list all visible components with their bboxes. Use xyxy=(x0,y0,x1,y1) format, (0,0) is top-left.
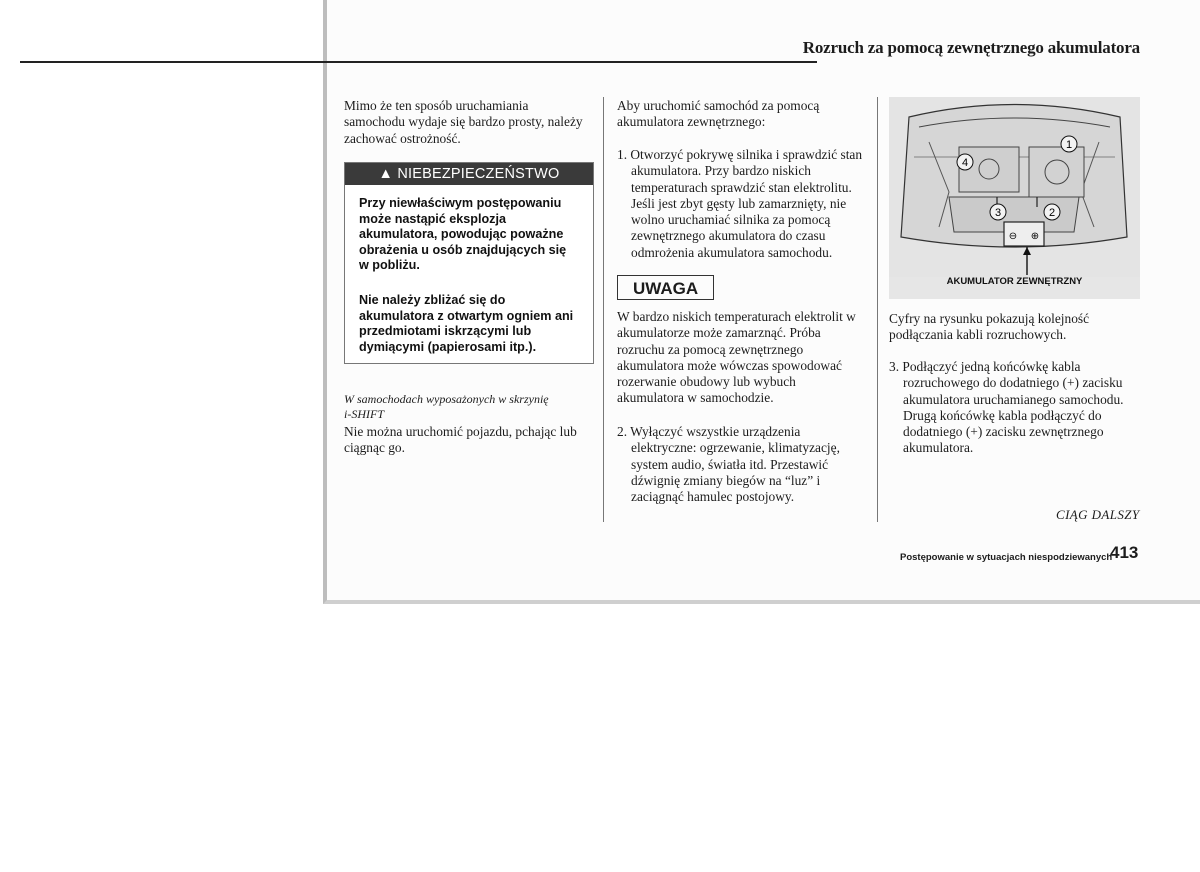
text-line: rozruchu za pomocą zewnętrznego xyxy=(617,341,804,357)
text-line: dodatniego (+) zacisku zewnętrznego xyxy=(903,424,1104,440)
text-line: akumulatora może wówczas spowodować xyxy=(617,357,842,373)
text-line: W bardzo niskich temperaturach elektrolit w xyxy=(617,309,856,324)
figure-number: 1 xyxy=(1065,139,1073,151)
minus-terminal-icon: ⊖ xyxy=(1008,231,1018,242)
text-line: akumulatora. Przy bardzo niskich xyxy=(631,163,811,179)
text-line: 3. Podłączyć jedną końcówkę kabla xyxy=(889,359,1081,374)
notice-label-text: UWAGA xyxy=(633,279,699,298)
text-line: zewnętrznego akumulatora do czasu xyxy=(631,228,826,244)
text-line: odmrożenia akumulatora samochodu. xyxy=(631,244,833,260)
text-line: akumulatora z otwartym ogniem ani xyxy=(359,308,574,323)
text-line: rozerwanie obudowy lub wybuch xyxy=(617,374,796,390)
ishift-note xyxy=(344,424,577,457)
text-line: Jeśli jest zbyt gęsty lub zamarznięty, nie xyxy=(631,195,847,211)
step-1 xyxy=(617,147,862,261)
column-divider xyxy=(877,97,878,522)
continued-label: CIĄG DALSZY xyxy=(1056,507,1140,522)
text-line: Przy niewłaściwym postępowaniu xyxy=(359,196,562,210)
text-line: temperaturach sprawdzić stan elektrolitu. xyxy=(631,179,852,195)
intro-paragraph xyxy=(344,98,583,147)
footer-section: Postępowanie w sytuacjach niespodziewanych xyxy=(900,552,1113,563)
text-line: akumulatora. xyxy=(903,440,974,456)
danger-paragraph xyxy=(359,293,573,355)
page-number: 413 xyxy=(1110,543,1139,562)
text-line: akumulatora zewnętrznego: xyxy=(617,114,766,130)
ishift-note-heading xyxy=(344,392,549,422)
plus-terminal-icon: ⊕ xyxy=(1030,231,1040,242)
title-rule xyxy=(20,61,817,63)
engine-bay-illustration xyxy=(889,97,1140,277)
text-line: Drugą końcówkę kabla podłączyć do xyxy=(903,407,1102,423)
text-line: akumulatorze może zamarznąć. Próba xyxy=(617,325,821,341)
blank-left-area xyxy=(0,0,323,604)
text-line: i-SHIFT xyxy=(344,407,384,421)
text-line: elektryczne: ogrzewanie, klimatyzację, xyxy=(631,440,840,456)
text-line: akumulatora w samochodzie. xyxy=(617,390,774,406)
danger-paragraph xyxy=(359,196,566,274)
text-line: przedmiotami iskrzącymi lub xyxy=(359,324,532,338)
figure-number: 3 xyxy=(994,207,1002,219)
text-line: 1. Otworzyć pokrywę silnika i sprawdzić stan xyxy=(617,147,863,162)
text-line: samochodu wydaje się bardzo prosty, należy xyxy=(344,114,583,130)
figure-number: 2 xyxy=(1048,207,1056,219)
col2-intro xyxy=(617,98,819,131)
text-line: dźwignię zmiany biegów na “luz” i xyxy=(631,472,821,488)
text-line: 2. Wyłączyć wszystkie urządzenia xyxy=(617,424,801,439)
text-line: akumulatora, powodując poważne xyxy=(359,227,564,241)
figure-number: 4 xyxy=(961,157,969,169)
column-divider xyxy=(603,97,604,522)
page-title: Rozruch za pomocą zewnętrznego akumulatora xyxy=(802,38,1140,57)
text-line: system audio, światła itd. Przestawić xyxy=(631,456,829,472)
text-line: rozruchowego do dodatniego (+) zacisku xyxy=(903,375,1123,391)
text-line: Nie można uruchomić pojazdu, pchając lub xyxy=(344,424,577,439)
text-line: W samochodach wyposażonych w skrzynię xyxy=(344,392,549,406)
step-3 xyxy=(889,359,1124,457)
text-line: wolno uruchamiać silnika za pomocą xyxy=(631,212,831,228)
text-line: zaciągnąć hamulec postojowy. xyxy=(631,489,795,505)
text-line: zachować ostrożność. xyxy=(344,130,461,146)
text-line: może nastąpić eksplozja xyxy=(359,211,506,226)
step-2 xyxy=(617,424,840,505)
notice-text xyxy=(617,309,856,407)
engine-bay-figure xyxy=(889,97,1140,299)
text-line: w pobliżu. xyxy=(359,258,420,272)
text-line: Mimo że ten sposób uruchamiania xyxy=(344,98,529,113)
danger-heading xyxy=(345,163,593,185)
figure-caption: AKUMULATOR ZEWNĘTRZNY xyxy=(946,276,1083,287)
text-line: dymiącymi (papierosami itp.). xyxy=(359,339,537,354)
text-line: ciągnąc go. xyxy=(344,440,405,456)
text-line: Aby uruchomić samochód za pomocą xyxy=(617,98,820,113)
text-line: obrażenia u osób znajdujących się xyxy=(359,242,567,257)
notice-label xyxy=(617,275,714,300)
figure-description xyxy=(889,311,1089,344)
text-line: podłączania kabli rozruchowych. xyxy=(889,327,1067,343)
danger-heading-text: NIEBEZPIECZEŃSTWO xyxy=(397,166,560,182)
danger-box xyxy=(344,162,594,364)
warning-triangle-icon: ▲ xyxy=(378,166,398,182)
text-line: akumulatora uruchamianego samochodu. xyxy=(903,391,1124,407)
text-line: Nie należy zbliżać się do xyxy=(359,293,506,307)
text-line: Cyfry na rysunku pokazują kolejność xyxy=(889,311,1090,326)
